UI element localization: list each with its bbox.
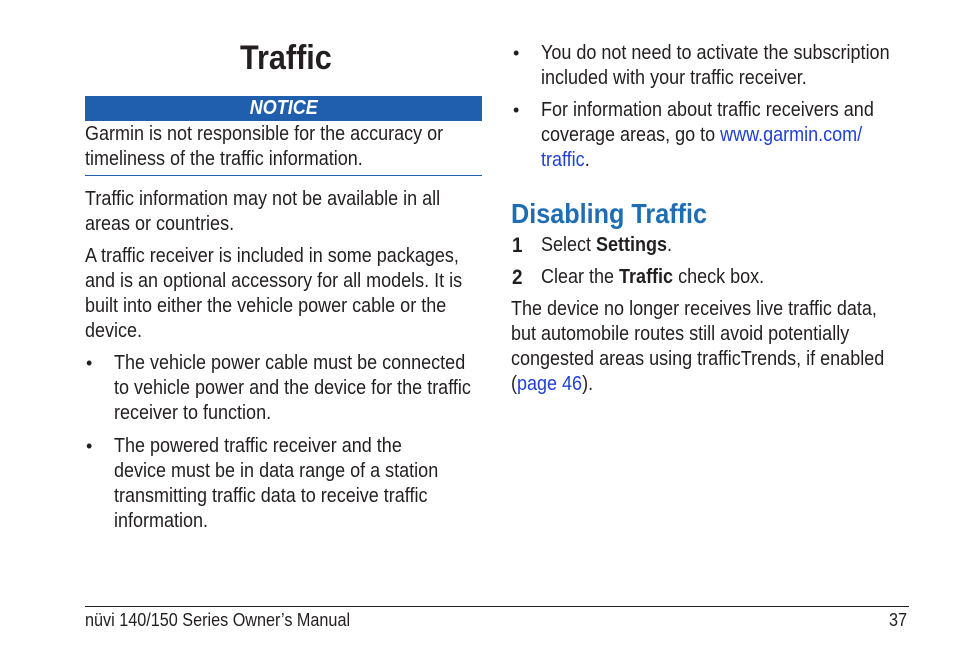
step-number: 1 bbox=[512, 234, 523, 257]
bullet-marker: • bbox=[513, 100, 520, 120]
receiver-paragraph: A traffic receiver is included in some packages, and is an optional accessory for all models. It is built into either the vehicle power cable or the device. bbox=[85, 245, 463, 342]
bullet-item-power-cable: The vehicle power cable must be connected to vehicle power and the device for the traffic receiver to function. bbox=[114, 352, 471, 424]
disabled-paragraph: The device no longer receives live traffic data, but automobile routes still avoid potentially congested areas using trafficTrends, if enabled (page 46). bbox=[511, 298, 885, 395]
bullet-item-data-range: The powered traffic receiver and the device must be in data range of a station transmitting traffic data to receive traffic information. bbox=[114, 435, 439, 532]
notice-text: Garmin is not responsible for the accuracy or timeliness of the traffic information. bbox=[85, 123, 444, 170]
notice-label: NOTICE bbox=[85, 96, 482, 121]
footer-page-number: 37 bbox=[889, 610, 908, 630]
footer-divider bbox=[85, 606, 909, 607]
garmin-traffic-link-continued[interactable]: traffic bbox=[541, 149, 585, 171]
step-select-settings: Select Settings. bbox=[541, 234, 673, 256]
page-46-link[interactable]: page 46 bbox=[517, 373, 583, 395]
availability-paragraph: Traffic information may not be available in all areas or countries. bbox=[85, 188, 441, 235]
bullet-item-subscription: You do not need to activate the subscription included with your traffic receiver. bbox=[541, 42, 890, 89]
garmin-traffic-link[interactable]: www.garmin.com/ bbox=[720, 124, 863, 146]
page-title: Traffic bbox=[240, 39, 332, 77]
bullet-item-info-link: For information about traffic receivers and coverage areas, go to www.garmin.com/ traffic. bbox=[541, 99, 874, 171]
footer-manual-title: nüvi 140/150 Series Owner’s Manual bbox=[85, 610, 351, 630]
section-heading: Disabling Traffic bbox=[511, 198, 708, 229]
bullet-marker: • bbox=[513, 43, 520, 63]
bullet-marker: • bbox=[86, 436, 93, 456]
notice-divider bbox=[85, 175, 482, 176]
bullet-marker: • bbox=[86, 353, 93, 373]
step-clear-traffic: Clear the Traffic check box. bbox=[541, 266, 765, 288]
step-number: 2 bbox=[512, 266, 523, 289]
